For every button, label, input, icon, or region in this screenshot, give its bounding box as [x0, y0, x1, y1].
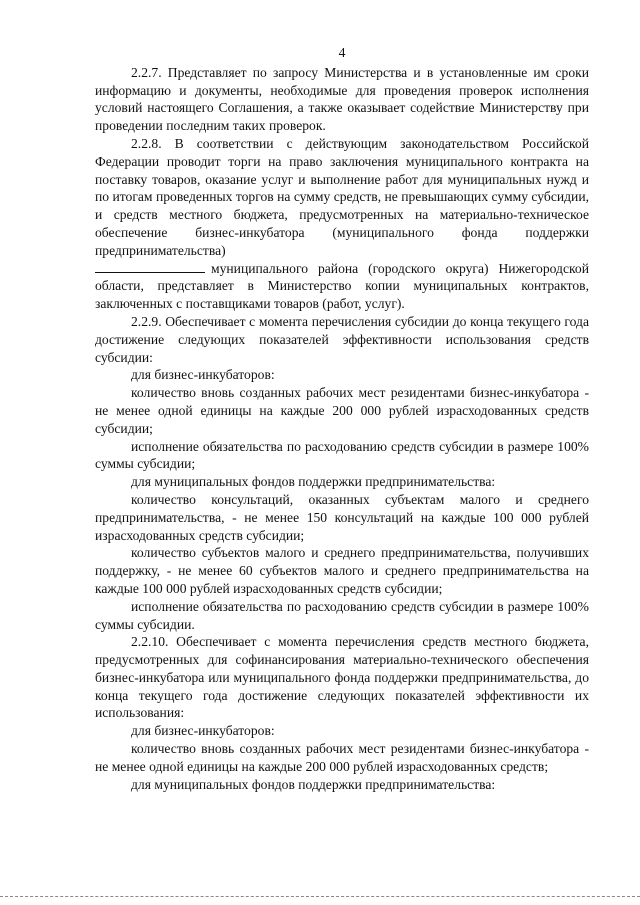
scan-edge-line [0, 896, 640, 897]
document-page [95, 44, 589, 793]
paragraph-2-2-8-continued [95, 260, 589, 313]
subheading-business-incubators: для бизнес-инкубаторов: [131, 367, 275, 383]
paragraph-2-2-7: 2.2.7. Представляет по запросу Министерства и в установленные им сроки информацию и документы, необходимые для проведения проверок исполнения условий настоящего Соглашения, а также оказывает содействие Министерству при проведении последним таких проверок. [95, 64, 589, 134]
indicator-subsidy-spending-funds: исполнение обязательства по расходованию средств субсидии в размере 100% суммы субсидии. [95, 598, 589, 632]
paragraph-2-2-10: 2.2.10. Обеспечивает с момента перечисления средств местного бюджета, предусмотренных для софинансирования материально-технического обеспечения бизнес-инкубатора или муниципального фонда поддержки предпринимательства, до конца текущего года достижение следующих показателей эффективности их использования: [95, 634, 589, 721]
indicator-consultations: количество консультаций, оказанных субъектам малого и среднего предпринимательства, - не менее 150 консультаций на каждые 100 000 рублей израсходованных средств субсидии; [95, 491, 589, 543]
subheading-support-funds-2: для муниципальных фондов поддержки предпринимательства: [131, 776, 496, 792]
blank-fill-line [95, 260, 205, 273]
paragraph-2-2-8-continued-text: муниципального района (городского округа) Нижегородской области, представляет в Министерство копии муниципальных контрактов, заключенных с поставщиками товаров (работ, услуг). [95, 260, 589, 312]
page-number: 4 [338, 45, 346, 60]
subheading-support-funds: для муниципальных фондов поддержки предпринимательства: [131, 474, 496, 490]
indicator-subsidy-spending: исполнение обязательства по расходованию средств субсидии в размере 100% суммы субсидии; [95, 438, 589, 472]
indicator-jobs-created: количество вновь созданных рабочих мест резидентами бизнес-инкубатора - не менее одной единицы на каждые 200 000 рублей израсходованных средств субсидии; [95, 385, 589, 436]
paragraph-2-2-8: 2.2.8. В соответствии с действующим законодательством Российской Федерации проводит торги на право заключения муниципального контракта на поставку товаров, оказание услуг и выполнение работ для муниципальных нужд и по итогам проведенных торгов на сумму средств, не превышающих сумму субсидии, и средств местного бюджета, предусмотренных на материально-техническое обеспечение бизнес-инкубатора (муниципального фонда поддержки предпринимательства) [95, 135, 589, 258]
indicator-supported-subjects: количество субъектов малого и среднего предпринимательства, получивших поддержку, - не менее 60 субъектов малого и среднего предпринимательства на каждые 100 000 рублей израсходованных средств субсидии; [95, 545, 589, 596]
indicator-jobs-created-local: количество вновь созданных рабочих мест резидентами бизнес-инкубатора - не менее одной единицы на каждые 200 000 рублей израсходованных средств; [95, 741, 589, 774]
subheading-business-incubators-2: для бизнес-инкубаторов: [131, 723, 275, 739]
paragraph-2-2-9: 2.2.9. Обеспечивает с момента перечисления субсидии до конца текущего года достижение следующих показателей эффективности использования средств субсидии: [95, 313, 589, 365]
